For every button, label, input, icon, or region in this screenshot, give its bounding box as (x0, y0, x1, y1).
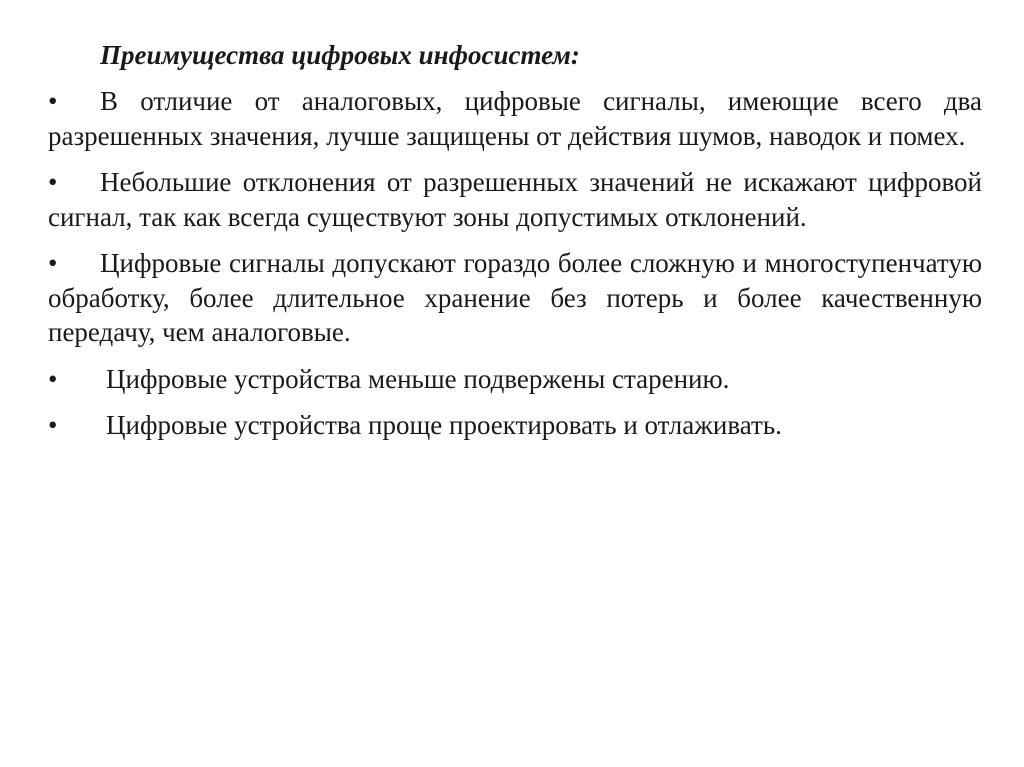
bullet-symbol: • (48, 167, 58, 197)
bullet-text-4: Цифровые устройства меньше подвержены старению. (106, 363, 730, 394)
bullet-symbol: • (48, 363, 58, 394)
bullet-text-3: Цифровые сигналы допускают гораздо более сложную и многоступенчатую обработку, более длительное хранение без потерь и более качественную передачу, чем аналоговые. (48, 248, 982, 347)
bullet-item-4 (48, 362, 982, 397)
bullet-text-2: Небольшие отклонения от разрешенных значений не искажают цифровой сигнал, так как всегда существуют зоны допустимых отклонений. (48, 167, 982, 232)
bullet-symbol: • (48, 86, 58, 116)
bullet-item-2 (48, 165, 982, 234)
bullet-item-5 (48, 408, 982, 443)
bullet-text-1: В отличие от аналоговых, цифровые сигналы, имеющие всего два разрешенных значения, лучше защищены от действия шумов, наводок и помех. (48, 86, 982, 151)
bullet-item-3 (48, 246, 982, 350)
bullet-list (48, 84, 982, 455)
slide-heading: Преимущества цифровых инфосистем: (100, 40, 580, 70)
bullet-symbol: • (48, 248, 58, 278)
bullet-item-1 (48, 84, 982, 153)
bullet-symbol: • (48, 410, 58, 440)
bullet-text-5: Цифровые устройства проще проектировать и отлаживать. (106, 410, 782, 440)
